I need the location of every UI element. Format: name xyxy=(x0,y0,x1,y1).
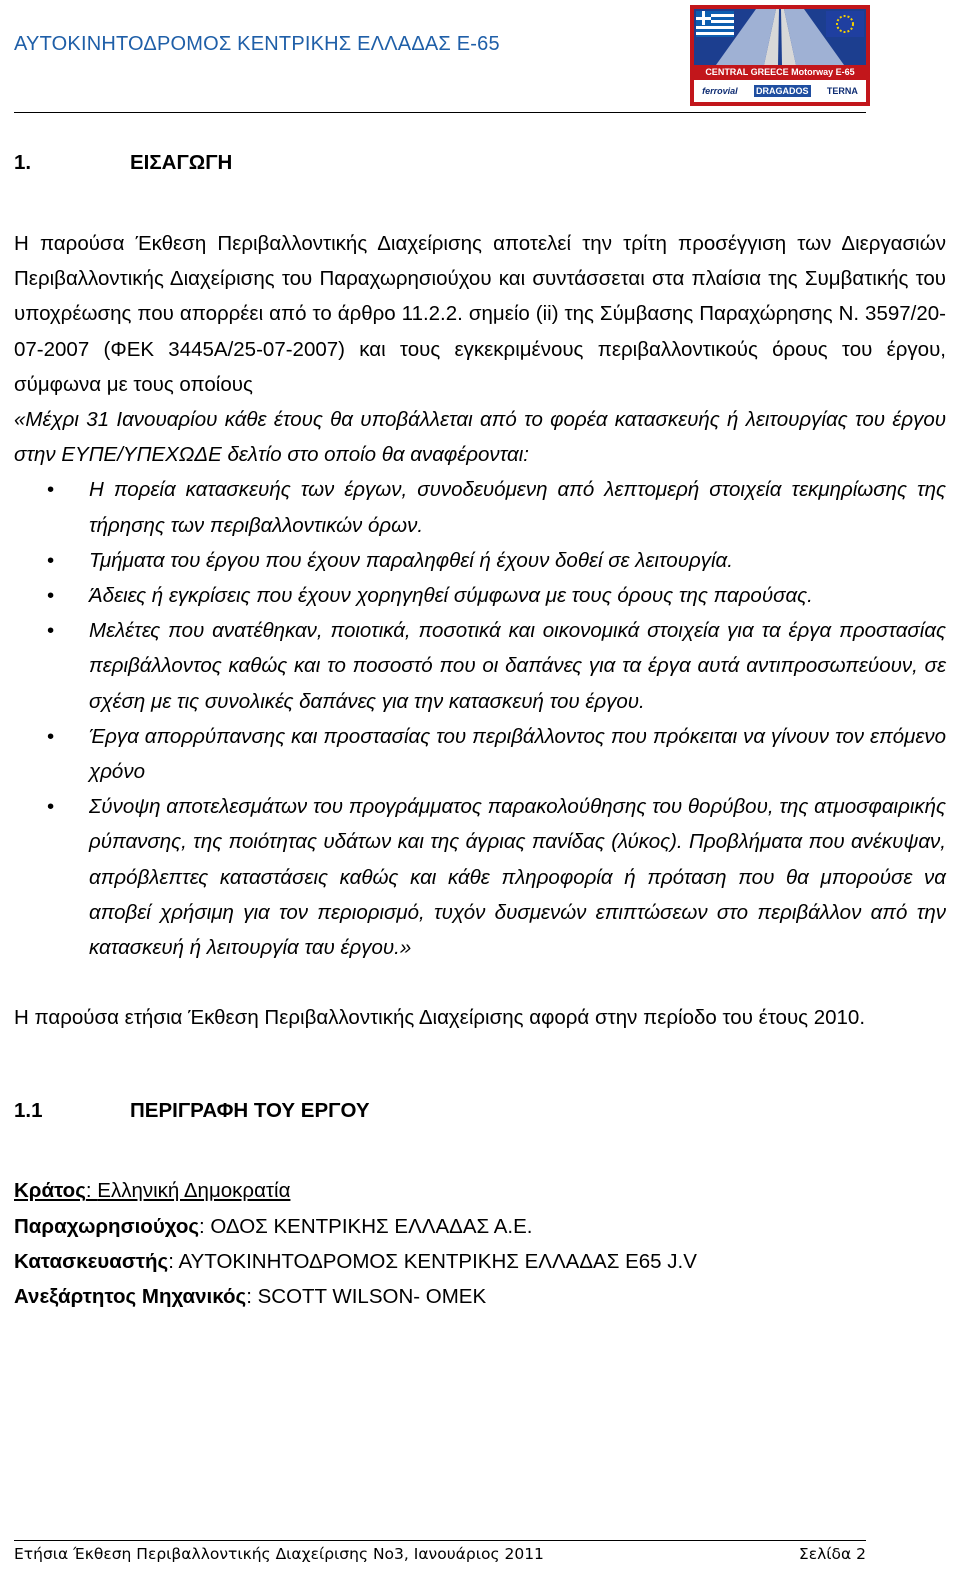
logo-brand-text: CENTRAL GREECE Motorway E-65 xyxy=(705,67,855,77)
page-number: Σελίδα 2 xyxy=(798,1545,866,1563)
info-row-concessionaire: Παραχωρησιούχος: ΟΔΟΣ ΚΕΝΤΡΙΚΗΣ ΕΛΛΑΔΑΣ Α.Ε. xyxy=(14,1214,533,1238)
eu-flag-icon xyxy=(826,11,864,37)
info-value: ΟΔΟΣ ΚΕΝΤΡΙΚΗΣ ΕΛΛΑΔΑΣ Α.Ε. xyxy=(210,1214,533,1238)
info-label: Κατασκευαστής xyxy=(14,1249,169,1273)
motorway-logo xyxy=(690,5,870,106)
page-footer xyxy=(14,1540,866,1563)
partner-dragados: DRAGADOS xyxy=(756,86,809,96)
info-label: Κράτος xyxy=(14,1179,86,1203)
section-number: 1. xyxy=(14,151,32,174)
footer-document-title: Ετήσια Έκθεση Περιβαλλοντικής Διαχείρισης Νο3, Ιανουάριος 2011 xyxy=(14,1545,544,1563)
document-body xyxy=(14,145,946,1314)
info-row-state: Κράτος: Ελληνική Δημοκρατία xyxy=(14,1179,291,1203)
project-info xyxy=(14,1173,946,1314)
section-title: ΕΙΣΑΓΩΓΗ xyxy=(130,151,233,174)
info-value: SCOTT WILSON- OMEK xyxy=(257,1285,487,1309)
info-row-constructor: Κατασκευαστής: ΑΥΤΟΚΙΝΗΤΟΔΡΟΜΟΣ ΚΕΝΤΡΙΚΗΣ ΕΛΛΑΔΑΣ Ε65 J.V xyxy=(14,1249,697,1273)
list-item: • Έργα απορρύπανσης και προστασίας του περιβάλλοντος που πρόκειται να γίνουν τον επόμενο χρόνο xyxy=(14,719,946,789)
section-heading-1-1 xyxy=(14,1093,946,1128)
partner-terna: TERNA xyxy=(826,86,858,96)
info-row-engineer: Ανεξάρτητος Μηχανικός: SCOTT WILSON- OMEK xyxy=(14,1285,487,1309)
section-heading-1 xyxy=(14,145,946,180)
list-item: • Η πορεία κατασκευής των έργων, συνοδευόμενη από λεπτομερή στοιχεία τεκμηρίωσης της τήρησης των περιβαλλοντικών όρων. xyxy=(14,472,946,542)
greek-flag-icon xyxy=(696,11,734,37)
header-title: ΑΥΤΟΚΙΝΗΤΟΔΡΟΜΟΣ ΚΕΝΤΡΙΚΗΣ ΕΛΛΑΔΑΣ Ε-65 xyxy=(14,33,500,55)
list-item: • Σύνοψη αποτελεσμάτων του προγράμματος παρακολούθησης του θορύβου, της ατμοσφαιρικής ρύπανσης, της ποιότητας υδάτων και της άγριας πανίδας (λύκος). Προβλήματα που ανέκυψαν, απρόβλεπτες καταστάσεις καθώς και κάθε πληροφορία ή πρόταση που θα μπορούσε να αποβεί χρήσιμη για τον περιορισμό, τυχόν δυσμενών επιπτώσεων στο περιβάλλον από την κατασκευή ή λειτουργία ταυ έργου.» xyxy=(14,789,946,965)
list-item: • Άδειες ή εγκρίσεις που έχουν χορηγηθεί σύμφωνα με τους όρους της παρούσας. xyxy=(14,578,946,613)
closing-paragraph: Η παρούσα ετήσια Έκθεση Περιβαλλοντικής Διαχείρισης αφορά στην περίοδο του έτους 2010. xyxy=(14,1006,866,1030)
info-label: Παραχωρησιούχος xyxy=(14,1214,200,1238)
list-item: • Μελέτες που ανατέθηκαν, ποιοτικά, ποσοτικά και οικονομικά στοιχεία για τα έργα προστασίας περιβάλλοντος καθώς και το ποσοστό που οι δαπάνες για τα έργα αυτά αντιπροσωπεύουν, σε σχέση με τις συνολικές δαπάνες για την κατασκευή του έργου. xyxy=(14,613,946,719)
requirements-list xyxy=(14,472,946,965)
partner-ferrovial: ferrovial xyxy=(702,86,738,96)
quote-paragraph: «Μέχρι 31 Ιανουαρίου κάθε έτους θα υποβάλλεται από το φορέα κατασκευής ή λειτουργίας του έργου στην ΕΥΠΕ/ΥΠΕΧΩΔΕ δελτίο στο οποίο θα αναφέρονται: xyxy=(14,408,946,467)
page-header xyxy=(14,0,866,113)
info-value: Ελληνική Δημοκρατία xyxy=(97,1179,291,1203)
section-title: ΠΕΡΙΓΡΑΦΗ ΤΟΥ ΕΡΓΟΥ xyxy=(130,1099,370,1123)
list-item: • Τμήματα του έργου που έχουν παραληφθεί ή έχουν δοθεί σε λειτουργία. xyxy=(14,543,946,578)
logo-partners xyxy=(694,80,866,102)
info-label: Ανεξάρτητος Μηχανικός xyxy=(14,1285,247,1309)
logo-road-graphic xyxy=(694,9,866,65)
intro-paragraph: Η παρούσα Έκθεση Περιβαλλοντικής Διαχείρισης αποτελεί την τρίτη προσέγγιση των Διεργασιών Περιβαλλοντικής Διαχείρισης του Παραχωρησιούχου και συντάσσεται στα πλαίσια της Συμβατικής του υποχρέωσης που απορρέει από το άρθρο 11.2.2. σημείο (ii) της Σύμβασης Παραχώρησης Ν. 3597/20-07-2007 (ΦΕΚ 3445Α/25-07-2007) και τους εγκεκριμένους περιβαλλοντικούς όρους του έργου, σύμφωνα με τους οποίους xyxy=(14,232,946,396)
section-number: 1.1 xyxy=(14,1099,43,1123)
info-value: ΑΥΤΟΚΙΝΗΤΟΔΡΟΜΟΣ ΚΕΝΤΡΙΚΗΣ ΕΛΛΑΔΑΣ Ε65 J.V xyxy=(178,1249,697,1273)
